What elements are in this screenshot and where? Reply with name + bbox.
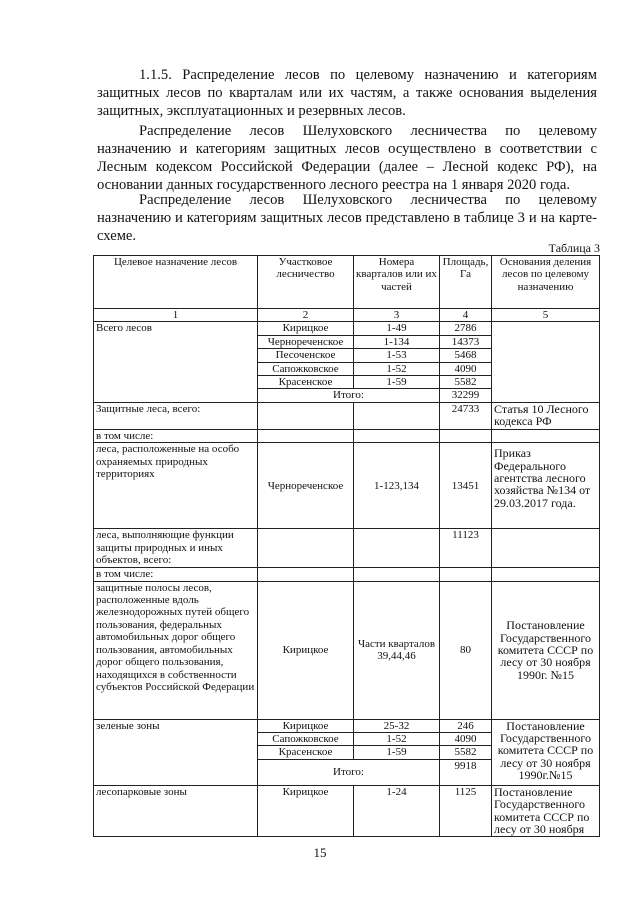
empty-cell [492, 529, 600, 568]
itogo-area: 32299 [440, 389, 492, 402]
area-cell: 11123 [440, 529, 492, 568]
forestry-cell: Красенское [258, 746, 354, 759]
quarters-cell: 25-32 [354, 719, 440, 732]
empty-cell [258, 568, 354, 581]
empty-cell [258, 529, 354, 568]
table-caption: Таблица 3 [548, 241, 600, 255]
table-row [94, 402, 600, 429]
quarters-cell: 1-24 [354, 785, 440, 836]
table-row [94, 785, 600, 836]
quarters-cell: Части кварталов 39,44,46 [354, 581, 440, 719]
forestry-cell: Сапожковское [258, 362, 354, 375]
area-cell: 14373 [440, 335, 492, 348]
area-cell: 5582 [440, 746, 492, 759]
basis-cell: Постановление Государственного комитета СССР по лесу от 30 ноября [492, 785, 600, 836]
park-label: лесопарковые зоны [94, 785, 258, 836]
col-number: 5 [492, 309, 600, 322]
area-cell: 5468 [440, 349, 492, 362]
forestry-cell: Кирицкое [258, 719, 354, 732]
empty-cell [354, 402, 440, 429]
functions-label: леса, выполняющие функции защиты природных и иных объектов, всего: [94, 529, 258, 568]
quarters-cell: 1-59 [354, 376, 440, 389]
green-label: зеленые зоны [94, 719, 258, 785]
forestry-cell: Песоченское [258, 349, 354, 362]
area-cell: 4090 [440, 362, 492, 375]
area-cell: 2786 [440, 322, 492, 335]
table-row [94, 322, 600, 335]
forestry-cell: Кирицкое [258, 322, 354, 335]
empty-cell [492, 568, 600, 581]
itogo-label: Итого: [258, 759, 440, 785]
forestry-cell: Кирицкое [258, 581, 354, 719]
strips-label: защитные полосы лесов, расположенные вдоль железнодорожных путей общего пользования, федеральных автомобильных дорог общего пользования, автомобильных дорог общего пользования, находящихся в собственности субъектов Российской Федерации [94, 581, 258, 719]
col-number: 4 [440, 309, 492, 322]
total-label: Всего лесов [94, 322, 258, 402]
protective-label: Защитные леса, всего: [94, 402, 258, 429]
header-purpose: Целевое назначение лесов [94, 256, 258, 309]
basis-cell: Постановление Государственного комитета СССР по лесу от 30 ноября 1990г. №15 [492, 581, 600, 719]
incl-label: в том числе: [94, 568, 258, 581]
forestry-cell: Чернореченское [258, 443, 354, 529]
quarters-cell: 1-52 [354, 362, 440, 375]
itogo-area: 9918 [440, 759, 492, 785]
column-number-row [94, 309, 600, 322]
empty-cell [258, 429, 354, 442]
table-row [94, 529, 600, 568]
paragraph-distribution-basis: Распределение лесов Шелуховского лесничества по целевому назначению и категориям защитных лесов осуществлено в соответствии с Лесным кодексом Российской Федерации (далее – Лесной кодекс РФ), на основании данных государственного лесного реестра на 1 января 2020 года. [97, 123, 597, 193]
quarters-cell: 1-52 [354, 733, 440, 746]
empty-cell [258, 402, 354, 429]
empty-cell [354, 429, 440, 442]
empty-cell [354, 568, 440, 581]
basis-cell: Приказ Федерального агентства лесного хозяйства №134 от 29.03.2017 года. [492, 443, 600, 529]
quarters-cell: 1-123,134 [354, 443, 440, 529]
area-cell: 13451 [440, 443, 492, 529]
forestry-cell: Чернореченское [258, 335, 354, 348]
table-row [94, 429, 600, 442]
area-cell: 80 [440, 581, 492, 719]
header-basis: Основания деления лесов по целевому назначению [492, 256, 600, 309]
itogo-label: Итого: [258, 389, 440, 402]
oopt-label: леса, расположенные на особо охраняемых природных территориях [94, 443, 258, 529]
col-number: 3 [354, 309, 440, 322]
table-row [94, 568, 600, 581]
empty-cell [440, 568, 492, 581]
basis-cell-empty [492, 322, 600, 402]
col-number: 2 [258, 309, 354, 322]
quarters-cell: 1-59 [354, 746, 440, 759]
paragraph-table-reference: Распределение лесов Шелуховского лесничества по целевому назначению и категориям защитных лесов представлено в таблице 3 и на карте-схеме. [97, 192, 597, 244]
forestry-cell: Кирицкое [258, 785, 354, 836]
header-area: Площадь, Га [440, 256, 492, 309]
forest-distribution-table [93, 255, 600, 837]
table-row [94, 443, 600, 529]
table-row [94, 719, 600, 732]
forestry-cell: Сапожковское [258, 733, 354, 746]
incl-label: в том числе: [94, 429, 258, 442]
basis-cell: Статья 10 Лесного кодекса РФ [492, 402, 600, 429]
quarters-cell: 1-53 [354, 349, 440, 362]
area-cell: 1125 [440, 785, 492, 836]
header-forestry: Участковое лесничество [258, 256, 354, 309]
quarters-cell: 1-134 [354, 335, 440, 348]
header-quarters: Номера кварталов или их частей [354, 256, 440, 309]
area-cell: 4090 [440, 733, 492, 746]
table-row [94, 581, 600, 719]
area-cell: 5582 [440, 376, 492, 389]
area-cell: 24733 [440, 402, 492, 429]
page-number: 15 [313, 845, 327, 860]
area-cell: 246 [440, 719, 492, 732]
forestry-cell: Красенское [258, 376, 354, 389]
empty-cell [354, 529, 440, 568]
paragraph-section-title: 1.1.5. Распределение лесов по целевому назначению и категориям защитных лесов по кварталам или их частям, а также основания выделения защитных, эксплуатационных и резервных лесов. [97, 67, 597, 119]
empty-cell [440, 429, 492, 442]
quarters-cell: 1-49 [354, 322, 440, 335]
table-header-row [94, 256, 600, 309]
basis-cell: Постановление Государственного комитета СССР по лесу от 30 ноября 1990г.№15 [492, 719, 600, 785]
col-number: 1 [94, 309, 258, 322]
empty-cell [492, 429, 600, 442]
